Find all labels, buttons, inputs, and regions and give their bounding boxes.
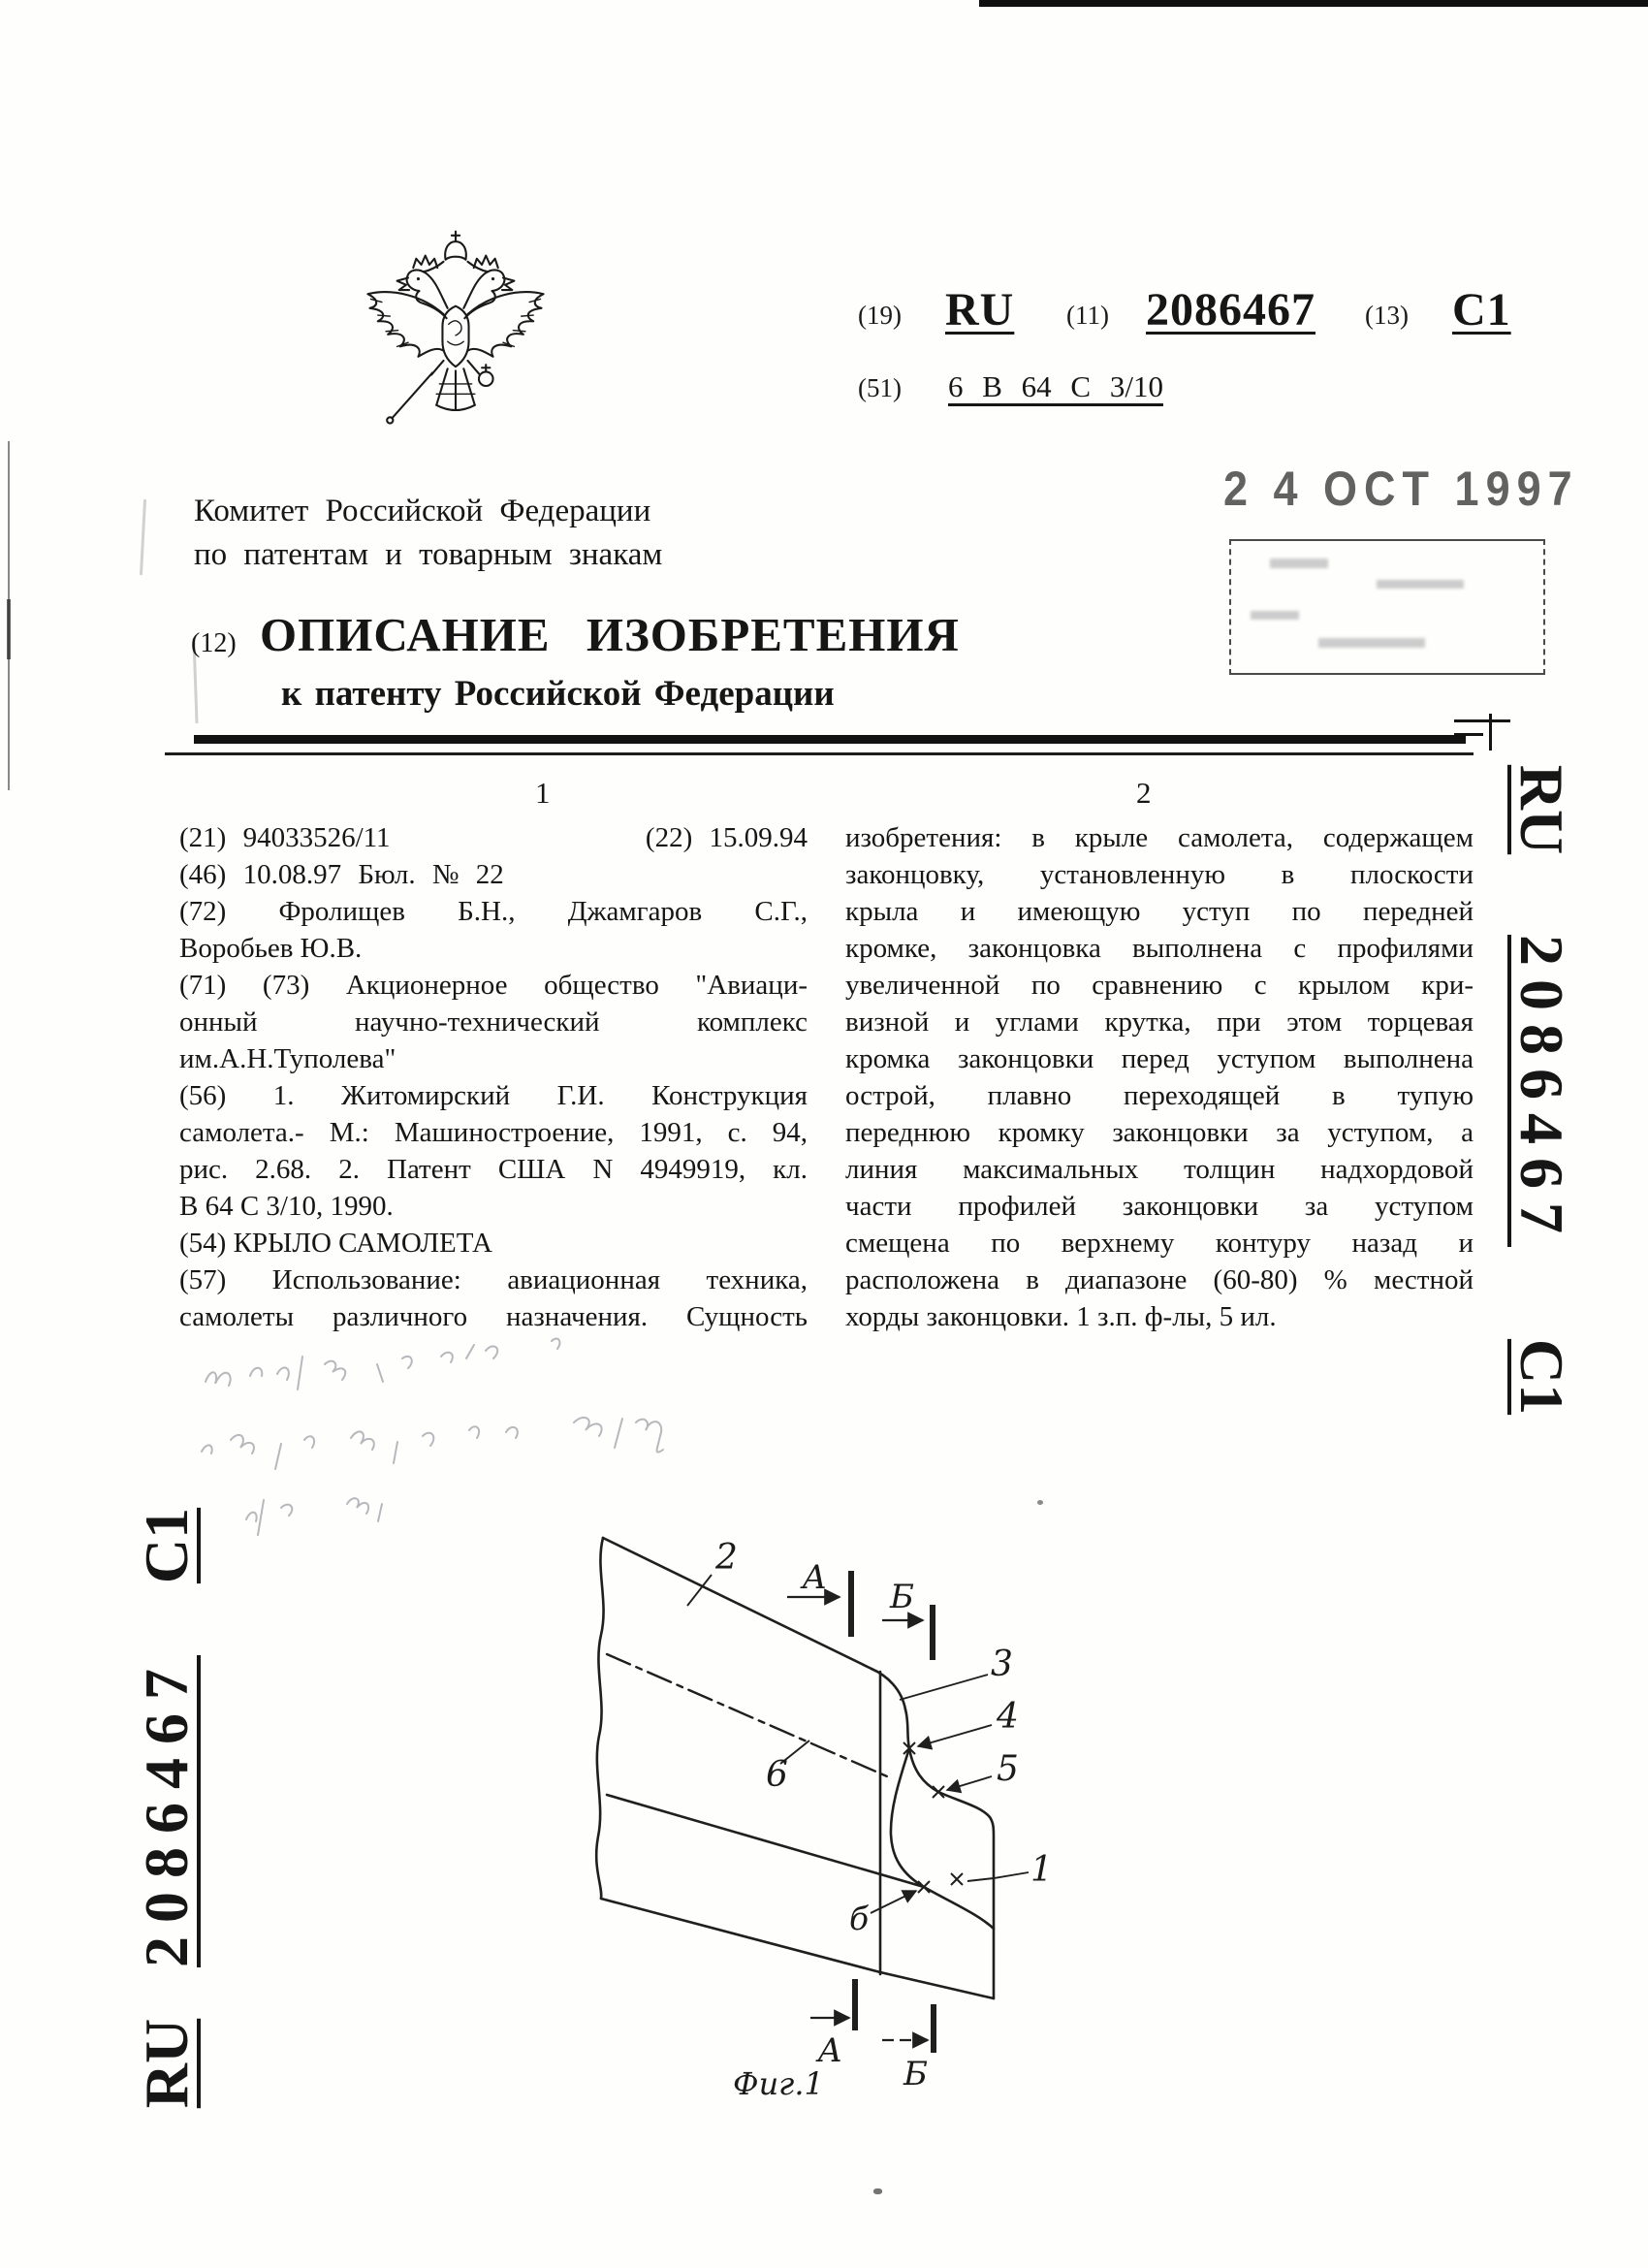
section-letter-b-bottom: Б	[903, 2055, 928, 2093]
figure-label-b: б	[849, 1900, 870, 1937]
abstract-line: самолеты различного назначения. Сущность	[179, 1301, 808, 1332]
left-margin-blot	[7, 599, 11, 659]
abstract-line: визной и углами крутка, при этом торцевая	[845, 1006, 1474, 1038]
biblio-line: (56) 1. Житомирский Г.И. Конструкция	[179, 1080, 808, 1111]
abstract-line: кромке, законцовка выполнена с профилями	[845, 933, 1474, 964]
abstract-line: увеличенной по сравнению с крылом кри-	[845, 970, 1474, 1001]
sidebar-right-number: 2086467	[1507, 935, 1576, 1247]
section-letter-b-top: Б	[890, 1578, 914, 1616]
biblio-line: (46) 10.08.97 Бюл. № 22	[179, 859, 504, 890]
application-number: (21) 94033526/11	[179, 822, 391, 853]
filing-date: (22) 15.09.94	[645, 822, 808, 853]
figure-1-wing-drawing	[543, 1513, 1221, 2133]
leader-1	[967, 1872, 1029, 1881]
kind-code-19-label: (19)	[858, 301, 902, 330]
sidebar-right-country: RU	[1507, 764, 1576, 855]
sidebar-left-kind: C1	[132, 1507, 201, 1584]
coat-of-arms-double-eagle	[334, 211, 577, 439]
abstract-line: изобретения: в крыле самолета, содержащем	[845, 822, 1474, 853]
biblio-line: Воробьев Ю.В.	[179, 933, 363, 964]
sidebar-right-kind: C1	[1507, 1338, 1576, 1416]
leader-b	[871, 1891, 916, 1913]
ink-speck	[873, 2188, 882, 2194]
figure-label-2: 2	[715, 1538, 738, 1578]
date-stamp: 2 4 OCT 1997	[1223, 460, 1579, 516]
abstract-line: (57) Использование: авиационная техника,	[179, 1264, 808, 1295]
ipc-51-label: (51)	[858, 373, 902, 402]
page-title: ОПИСАНИЕ ИЗОБРЕТЕНИЯ	[260, 608, 960, 661]
margin-artifact	[140, 499, 146, 575]
biblio-line: им.А.Н.Туполева"	[179, 1043, 396, 1074]
biblio-line: (71) (73) Акционерное общество "Авиаци-	[179, 970, 808, 1001]
section-letter-a-top: A	[803, 1558, 827, 1597]
wing-break-edge	[596, 1538, 603, 1899]
abstract-line: острой, плавно переходящей в тупую	[845, 1080, 1474, 1111]
wing-axis-dashdot	[607, 1654, 887, 1776]
document-kind: C1	[1452, 284, 1511, 335]
tip-corner-curve	[872, 1669, 905, 1709]
abstract-line: линия максимальных толщин надхордовой	[845, 1154, 1474, 1185]
biblio-line: онный научно-технический комплекс	[179, 1006, 808, 1038]
figure-label-5: 5	[997, 1749, 1019, 1789]
sidebar-left-number: 2086467	[132, 1655, 201, 1967]
corner-tick	[1454, 719, 1510, 722]
committee-name	[194, 490, 662, 577]
x-mark-5	[933, 1786, 944, 1798]
divider-thin	[165, 752, 1474, 755]
biblio-line	[179, 819, 808, 856]
doc-code-12: (12)	[191, 628, 237, 658]
abstract-line: расположена в диапазоне (60-80) % местной	[845, 1264, 1474, 1295]
invention-title-line: (54) КРЫЛО САМОЛЕТА	[179, 1228, 492, 1259]
divider-thick	[194, 735, 1466, 744]
leader-4	[918, 1725, 992, 1746]
biblio-line: самолета.- М.: Машиностроение, 1991, с. 94,	[179, 1117, 808, 1148]
column-1-number: 1	[535, 776, 551, 810]
abstract-line: переднюю кромку законцовки за уступом, а	[845, 1117, 1474, 1148]
country-code: RU	[945, 284, 1015, 335]
page-subtitle: к патенту Российской Федерации	[281, 674, 835, 714]
figure-label-1: 1	[1030, 1850, 1053, 1890]
figure-label-3: 3	[991, 1645, 1013, 1684]
corner-tick	[1489, 714, 1492, 751]
top-edge-line	[979, 0, 1648, 7]
leader-5	[947, 1776, 992, 1790]
publication-number: 2086467	[1146, 284, 1315, 335]
biblio-line: (72) Фролищев Б.Н., Джамгаров С.Г.,	[179, 896, 808, 927]
abstract-line: законцовку, установленную в плоскости	[845, 859, 1474, 890]
committee-line2: по патентам и товарным знакам	[194, 537, 663, 572]
abstract-line: смещена по верхнему контуру назад и	[845, 1228, 1474, 1259]
abstract-line: крыла и имеющую уступ по передней	[845, 896, 1474, 927]
biblio-line: рис. 2.68. 2. Патент США N 4949919, кл.	[179, 1154, 808, 1185]
abstract-line: части профилей законцовки за уступом	[845, 1191, 1474, 1222]
x-mark-1	[951, 1873, 963, 1885]
wing-mid-line	[607, 1795, 924, 1887]
section-letter-a-bottom: A	[818, 2031, 842, 2070]
bibliographic-column	[179, 819, 808, 1335]
column-2-number: 2	[1136, 776, 1152, 810]
figure-caption: Фиг.1	[733, 2065, 824, 2102]
kind-code-13-label: (13)	[1365, 301, 1409, 330]
wing-trailing-edge	[601, 1899, 994, 1998]
biblio-line: В 64 С 3/10, 1990.	[179, 1191, 394, 1222]
ipc-classification: 6 В 64 С 3/10	[948, 369, 1163, 403]
kind-code-11-label: (11)	[1066, 301, 1109, 330]
abstract-line: хорды законцовки. 1 з.п. ф-лы, 5 ил.	[845, 1301, 1277, 1332]
committee-line1: Комитет Российской Федерации	[194, 494, 651, 528]
abstract-line: кромка законцовки перед уступом выполнена	[845, 1043, 1474, 1074]
tip-sharp-edge-curve	[891, 1748, 994, 1929]
leader-3	[900, 1675, 988, 1700]
figure-label-4: 4	[997, 1697, 1019, 1737]
stamp-box	[1229, 539, 1545, 675]
abstract-column	[845, 819, 1474, 1335]
tip-front-edge-after-step	[905, 1709, 994, 1998]
sidebar-left-country: RU	[132, 2018, 201, 2109]
figure-label-6: 6	[766, 1755, 788, 1795]
